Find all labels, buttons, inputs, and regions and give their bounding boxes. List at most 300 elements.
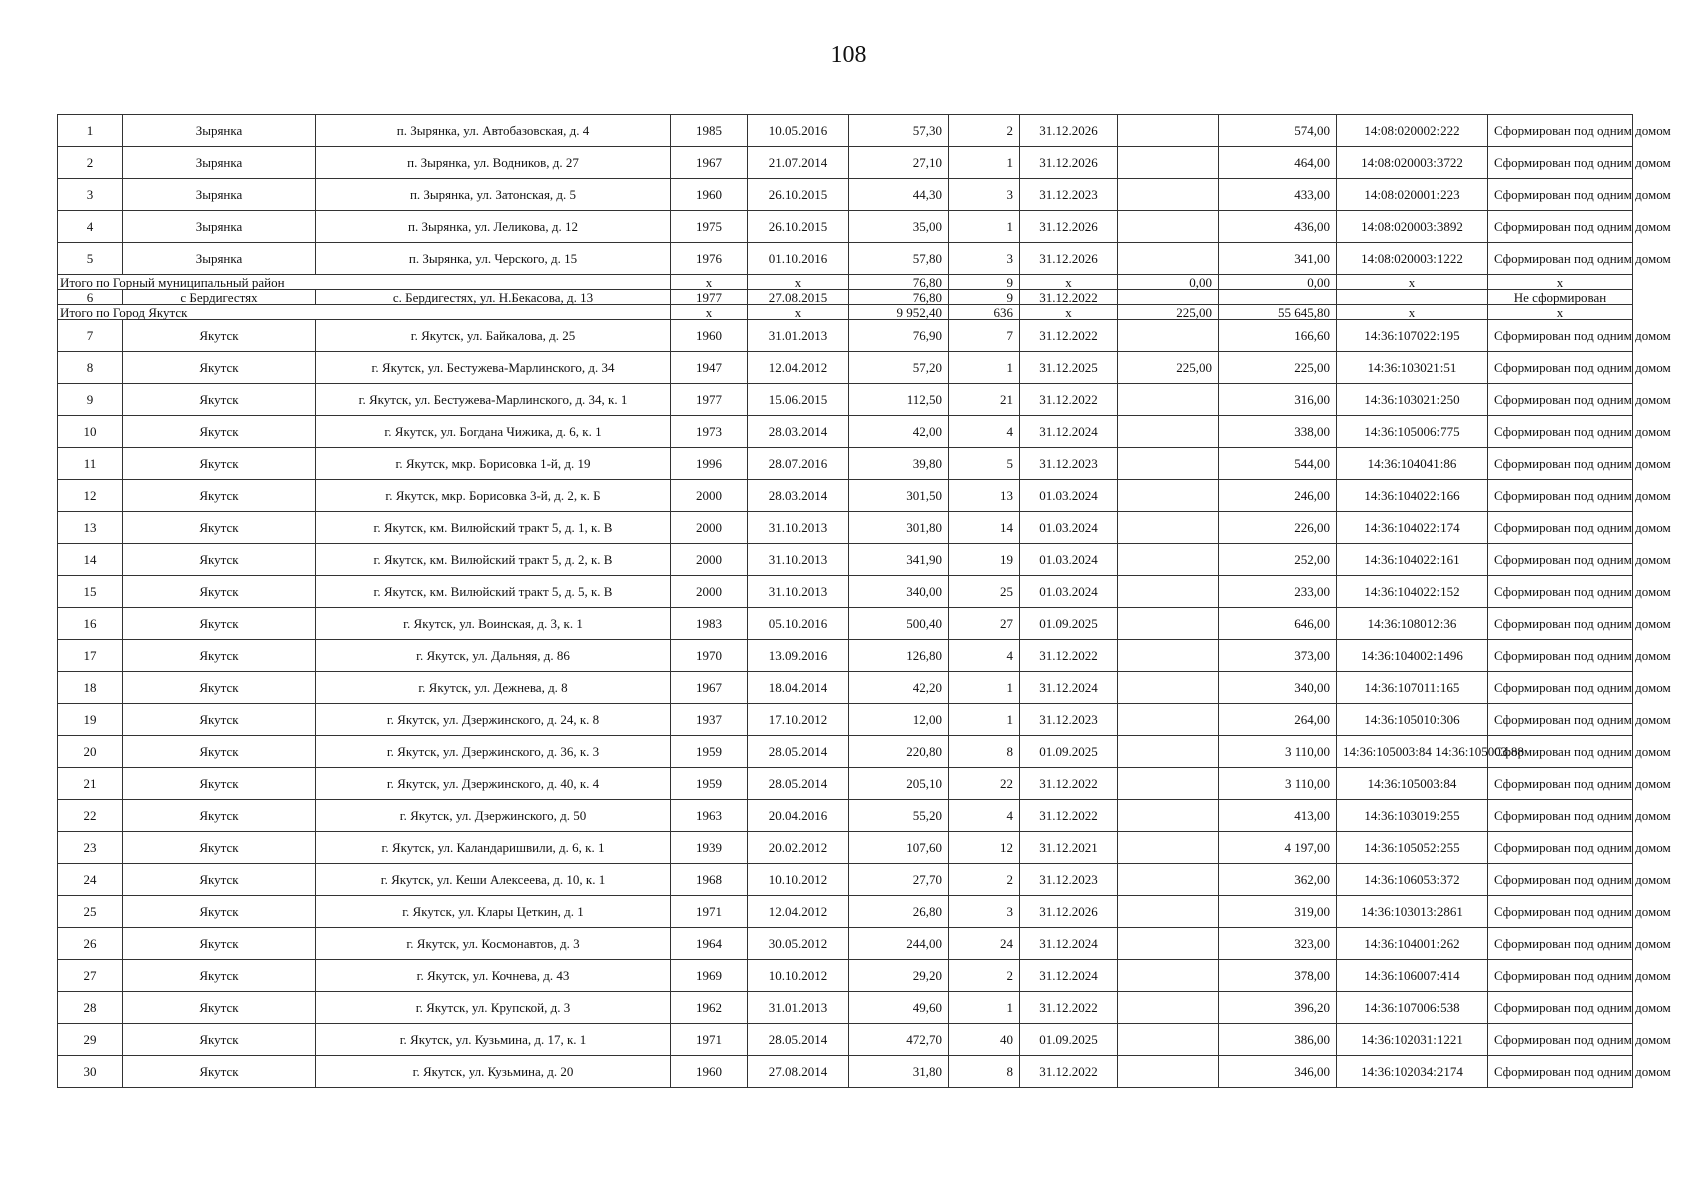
settlement-cell: с Бердигестях xyxy=(123,290,316,305)
deadline-cell: 01.09.2025 xyxy=(1020,608,1118,640)
land-area-cell: 316,00 xyxy=(1219,384,1337,416)
people-cell: 4 xyxy=(949,416,1020,448)
amount-cell xyxy=(1118,608,1219,640)
land-area-cell: 264,00 xyxy=(1219,704,1337,736)
land-status-cell: Сформирован под одним домом xyxy=(1488,1024,1633,1056)
address-cell: г. Якутск, ул. Дзержинского, д. 36, к. 3 xyxy=(316,736,671,768)
amount-cell xyxy=(1118,992,1219,1024)
deadline-cell: 31.12.2026 xyxy=(1020,896,1118,928)
date-cell: 13.09.2016 xyxy=(748,640,849,672)
amount-cell xyxy=(1118,704,1219,736)
settlement-cell: Якутск xyxy=(123,960,316,992)
people-cell: 3 xyxy=(949,179,1020,211)
cadastral-number-cell: 14:36:104001:262 xyxy=(1337,928,1488,960)
table-row xyxy=(58,864,1633,896)
land-area-cell: 252,00 xyxy=(1219,544,1337,576)
year-cell: 1996 xyxy=(671,448,748,480)
address-cell: п. Зырянка, ул. Затонская, д. 5 xyxy=(316,179,671,211)
row-number: 4 xyxy=(58,211,123,243)
people-cell: 8 xyxy=(949,736,1020,768)
date-cell: 31.10.2013 xyxy=(748,512,849,544)
year-cell: 1963 xyxy=(671,800,748,832)
date-cell: 20.04.2016 xyxy=(748,800,849,832)
year-cell: x xyxy=(671,305,748,320)
area-cell: 57,30 xyxy=(849,115,949,147)
deadline-cell: 31.12.2026 xyxy=(1020,211,1118,243)
date-cell: 28.03.2014 xyxy=(748,416,849,448)
land-status-cell: Сформирован под одним домом xyxy=(1488,608,1633,640)
cadastral-number-cell: 14:36:107011:165 xyxy=(1337,672,1488,704)
table-row xyxy=(58,736,1633,768)
table-row xyxy=(58,416,1633,448)
date-cell: 28.05.2014 xyxy=(748,736,849,768)
deadline-cell: 01.03.2024 xyxy=(1020,512,1118,544)
row-number: 17 xyxy=(58,640,123,672)
deadline-cell: 31.12.2021 xyxy=(1020,832,1118,864)
deadline-cell: 31.12.2024 xyxy=(1020,960,1118,992)
address-cell: г. Якутск, ул. Каландаришвили, д. 6, к. 1 xyxy=(316,832,671,864)
row-number: 29 xyxy=(58,1024,123,1056)
cadastral-number-cell: 14:08:020003:1222 xyxy=(1337,243,1488,275)
row-number: 24 xyxy=(58,864,123,896)
deadline-cell: x xyxy=(1020,275,1118,290)
people-cell: 1 xyxy=(949,211,1020,243)
address-cell: г. Якутск, ул. Воинская, д. 3, к. 1 xyxy=(316,608,671,640)
settlement-cell: Якутск xyxy=(123,864,316,896)
deadline-cell: 31.12.2026 xyxy=(1020,115,1118,147)
cadastral-number-cell: 14:36:104022:174 xyxy=(1337,512,1488,544)
settlement-cell: Зырянка xyxy=(123,147,316,179)
area-cell: 26,80 xyxy=(849,896,949,928)
amount-cell xyxy=(1118,1024,1219,1056)
row-number: 21 xyxy=(58,768,123,800)
land-status-cell: Сформирован под одним домом xyxy=(1488,576,1633,608)
date-cell: 31.01.2013 xyxy=(748,320,849,352)
year-cell: 1977 xyxy=(671,290,748,305)
date-cell: 10.10.2012 xyxy=(748,960,849,992)
table-row xyxy=(58,640,1633,672)
cadastral-number-cell: 14:36:107006:538 xyxy=(1337,992,1488,1024)
year-cell: 1962 xyxy=(671,992,748,1024)
deadline-cell: 31.12.2024 xyxy=(1020,928,1118,960)
settlement-cell: Зырянка xyxy=(123,243,316,275)
land-status-cell: x xyxy=(1488,305,1633,320)
cadastral-number-cell: 14:36:104022:166 xyxy=(1337,480,1488,512)
row-number: 7 xyxy=(58,320,123,352)
table-row xyxy=(58,832,1633,864)
land-status-cell: Сформирован под одним домом xyxy=(1488,768,1633,800)
cadastral-number-cell: 14:08:020003:3722 xyxy=(1337,147,1488,179)
amount-cell xyxy=(1118,290,1219,305)
date-cell: 30.05.2012 xyxy=(748,928,849,960)
deadline-cell: 31.12.2022 xyxy=(1020,992,1118,1024)
date-cell: 05.10.2016 xyxy=(748,608,849,640)
deadline-cell: 31.12.2024 xyxy=(1020,416,1118,448)
settlement-cell: Якутск xyxy=(123,768,316,800)
deadline-cell: x xyxy=(1020,305,1118,320)
land-status-cell: Сформирован под одним домом xyxy=(1488,672,1633,704)
year-cell: 1971 xyxy=(671,1024,748,1056)
cadastral-number-cell: 14:08:020003:3892 xyxy=(1337,211,1488,243)
date-cell: 27.08.2014 xyxy=(748,1056,849,1088)
row-number: 23 xyxy=(58,832,123,864)
land-status-cell: Сформирован под одним домом xyxy=(1488,179,1633,211)
people-cell: 1 xyxy=(949,352,1020,384)
year-cell: 1947 xyxy=(671,352,748,384)
row-number: 16 xyxy=(58,608,123,640)
row-number: 12 xyxy=(58,480,123,512)
land-status-cell: Сформирован под одним домом xyxy=(1488,448,1633,480)
table-row xyxy=(58,512,1633,544)
table-row xyxy=(58,1024,1633,1056)
year-cell: 1969 xyxy=(671,960,748,992)
people-cell: 1 xyxy=(949,992,1020,1024)
total-row xyxy=(58,275,1633,290)
land-status-cell: x xyxy=(1488,275,1633,290)
deadline-cell: 31.12.2022 xyxy=(1020,290,1118,305)
area-cell: 341,90 xyxy=(849,544,949,576)
deadline-cell: 01.09.2025 xyxy=(1020,1024,1118,1056)
land-status-cell: Сформирован под одним домом xyxy=(1488,416,1633,448)
people-cell: 3 xyxy=(949,243,1020,275)
address-cell: п. Зырянка, ул. Леликова, д. 12 xyxy=(316,211,671,243)
area-cell: 42,00 xyxy=(849,416,949,448)
year-cell: 2000 xyxy=(671,544,748,576)
date-cell: 28.03.2014 xyxy=(748,480,849,512)
year-cell: 1983 xyxy=(671,608,748,640)
year-cell: 1964 xyxy=(671,928,748,960)
year-cell: 1967 xyxy=(671,672,748,704)
area-cell: 472,70 xyxy=(849,1024,949,1056)
amount-cell xyxy=(1118,448,1219,480)
people-cell: 21 xyxy=(949,384,1020,416)
address-cell: г. Якутск, ул. Кузьмина, д. 17, к. 1 xyxy=(316,1024,671,1056)
date-cell: 26.10.2015 xyxy=(748,179,849,211)
area-cell: 29,20 xyxy=(849,960,949,992)
area-cell: 76,90 xyxy=(849,320,949,352)
year-cell: 1985 xyxy=(671,115,748,147)
deadline-cell: 31.12.2022 xyxy=(1020,800,1118,832)
settlement-cell: Зырянка xyxy=(123,179,316,211)
land-area-cell xyxy=(1219,290,1337,305)
year-cell: 1939 xyxy=(671,832,748,864)
land-area-cell: 544,00 xyxy=(1219,448,1337,480)
settlement-cell: Якутск xyxy=(123,384,316,416)
date-cell: 12.04.2012 xyxy=(748,352,849,384)
table-row xyxy=(58,576,1633,608)
cadastral-number-cell: 14:08:020001:223 xyxy=(1337,179,1488,211)
people-cell: 3 xyxy=(949,896,1020,928)
row-number: 15 xyxy=(58,576,123,608)
people-cell: 25 xyxy=(949,576,1020,608)
land-area-cell: 226,00 xyxy=(1219,512,1337,544)
people-cell: 2 xyxy=(949,960,1020,992)
people-cell: 636 xyxy=(949,305,1020,320)
table-row xyxy=(58,960,1633,992)
housing-registry-table xyxy=(57,114,1671,1088)
deadline-cell: 31.12.2024 xyxy=(1020,672,1118,704)
deadline-cell: 31.12.2023 xyxy=(1020,864,1118,896)
year-cell: 1975 xyxy=(671,211,748,243)
land-area-cell: 341,00 xyxy=(1219,243,1337,275)
settlement-cell: Якутск xyxy=(123,1056,316,1088)
date-cell: x xyxy=(748,275,849,290)
row-number: 5 xyxy=(58,243,123,275)
address-cell: г. Якутск, км. Вилюйский тракт 5, д. 5, к. В xyxy=(316,576,671,608)
land-status-cell: Сформирован под одним домом xyxy=(1488,384,1633,416)
people-cell: 9 xyxy=(949,290,1020,305)
land-area-cell: 433,00 xyxy=(1219,179,1337,211)
date-cell: 28.05.2014 xyxy=(748,768,849,800)
table-row xyxy=(58,115,1633,147)
people-cell: 2 xyxy=(949,115,1020,147)
deadline-cell: 01.03.2024 xyxy=(1020,576,1118,608)
cadastral-number-cell: 14:36:107022:195 xyxy=(1337,320,1488,352)
settlement-cell: Якутск xyxy=(123,480,316,512)
row-number: 19 xyxy=(58,704,123,736)
row-number: 13 xyxy=(58,512,123,544)
land-status-cell: Сформирован под одним домом xyxy=(1488,352,1633,384)
settlement-cell: Якутск xyxy=(123,352,316,384)
settlement-cell: Зырянка xyxy=(123,115,316,147)
cadastral-number-cell: 14:36:105006:775 xyxy=(1337,416,1488,448)
land-status-cell: Не сформирован xyxy=(1488,290,1633,305)
land-area-cell: 413,00 xyxy=(1219,800,1337,832)
land-area-cell: 3 110,00 xyxy=(1219,768,1337,800)
area-cell: 301,50 xyxy=(849,480,949,512)
area-cell: 244,00 xyxy=(849,928,949,960)
land-status-cell: Сформирован под одним домом xyxy=(1488,115,1633,147)
year-cell: 2000 xyxy=(671,480,748,512)
row-number: 28 xyxy=(58,992,123,1024)
deadline-cell: 31.12.2022 xyxy=(1020,768,1118,800)
deadline-cell: 31.12.2022 xyxy=(1020,640,1118,672)
row-number: 2 xyxy=(58,147,123,179)
settlement-cell: Якутск xyxy=(123,640,316,672)
table-row xyxy=(58,320,1633,352)
amount-cell xyxy=(1118,179,1219,211)
people-cell: 9 xyxy=(949,275,1020,290)
year-cell: 1973 xyxy=(671,416,748,448)
people-cell: 19 xyxy=(949,544,1020,576)
land-area-cell: 55 645,80 xyxy=(1219,305,1337,320)
area-cell: 220,80 xyxy=(849,736,949,768)
table-row xyxy=(58,290,1633,305)
address-cell: г. Якутск, ул. Дзержинского, д. 50 xyxy=(316,800,671,832)
area-cell: 205,10 xyxy=(849,768,949,800)
cadastral-number-cell: 14:36:105010:306 xyxy=(1337,704,1488,736)
row-number: 3 xyxy=(58,179,123,211)
land-area-cell: 233,00 xyxy=(1219,576,1337,608)
year-cell: 1967 xyxy=(671,147,748,179)
year-cell: 1970 xyxy=(671,640,748,672)
people-cell: 5 xyxy=(949,448,1020,480)
people-cell: 22 xyxy=(949,768,1020,800)
amount-cell xyxy=(1118,416,1219,448)
row-number: 6 xyxy=(58,290,123,305)
table-row xyxy=(58,768,1633,800)
settlement-cell: Якутск xyxy=(123,1024,316,1056)
cadastral-number-cell: 14:36:105003:84 xyxy=(1337,768,1488,800)
year-cell: 1976 xyxy=(671,243,748,275)
table-row xyxy=(58,179,1633,211)
year-cell: 2000 xyxy=(671,512,748,544)
land-status-cell: Сформирован под одним домом xyxy=(1488,832,1633,864)
area-cell: 76,80 xyxy=(849,275,949,290)
row-number: 20 xyxy=(58,736,123,768)
date-cell: 15.06.2015 xyxy=(748,384,849,416)
row-number: 22 xyxy=(58,800,123,832)
row-number: 27 xyxy=(58,960,123,992)
amount-cell xyxy=(1118,960,1219,992)
row-number: 11 xyxy=(58,448,123,480)
land-area-cell: 246,00 xyxy=(1219,480,1337,512)
table-row xyxy=(58,211,1633,243)
date-cell: 10.10.2012 xyxy=(748,864,849,896)
total-label: Итого по Горный муниципальный район xyxy=(58,275,671,290)
land-area-cell: 0,00 xyxy=(1219,275,1337,290)
settlement-cell: Якутск xyxy=(123,928,316,960)
row-number: 8 xyxy=(58,352,123,384)
row-number: 9 xyxy=(58,384,123,416)
amount-cell: 225,00 xyxy=(1118,352,1219,384)
cadastral-number-cell: 14:36:105052:255 xyxy=(1337,832,1488,864)
land-area-cell: 362,00 xyxy=(1219,864,1337,896)
address-cell: г. Якутск, ул. Космонавтов, д. 3 xyxy=(316,928,671,960)
year-cell: 1959 xyxy=(671,768,748,800)
land-status-cell: Сформирован под одним домом xyxy=(1488,640,1633,672)
people-cell: 2 xyxy=(949,864,1020,896)
year-cell: 1960 xyxy=(671,320,748,352)
people-cell: 1 xyxy=(949,672,1020,704)
address-cell: г. Якутск, ул. Крупской, д. 3 xyxy=(316,992,671,1024)
table-row xyxy=(58,448,1633,480)
cadastral-number-cell xyxy=(1337,290,1488,305)
date-cell: 31.10.2013 xyxy=(748,544,849,576)
address-cell: п. Зырянка, ул. Водников, д. 27 xyxy=(316,147,671,179)
address-cell: с. Бердигестях, ул. Н.Бекасова, д. 13 xyxy=(316,290,671,305)
row-number: 1 xyxy=(58,115,123,147)
total-label: Итого по Город Якутск xyxy=(58,305,671,320)
land-status-cell: Сформирован под одним домом xyxy=(1488,320,1633,352)
land-area-cell: 373,00 xyxy=(1219,640,1337,672)
deadline-cell: 31.12.2026 xyxy=(1020,243,1118,275)
address-cell: п. Зырянка, ул. Черского, д. 15 xyxy=(316,243,671,275)
area-cell: 39,80 xyxy=(849,448,949,480)
deadline-cell: 31.12.2023 xyxy=(1020,448,1118,480)
table-row xyxy=(58,928,1633,960)
amount-cell xyxy=(1118,768,1219,800)
amount-cell xyxy=(1118,243,1219,275)
deadline-cell: 31.12.2026 xyxy=(1020,147,1118,179)
land-status-cell: Сформирован под одним домом xyxy=(1488,1056,1633,1088)
address-cell: г. Якутск, км. Вилюйский тракт 5, д. 1, к. В xyxy=(316,512,671,544)
amount-cell xyxy=(1118,832,1219,864)
cadastral-number-cell: 14:36:108012:36 xyxy=(1337,608,1488,640)
address-cell: г. Якутск, ул. Байкалова, д. 25 xyxy=(316,320,671,352)
amount-cell xyxy=(1118,736,1219,768)
area-cell: 112,50 xyxy=(849,384,949,416)
address-cell: г. Якутск, мкр. Борисовка 3-й, д. 2, к. Б xyxy=(316,480,671,512)
amount-cell xyxy=(1118,800,1219,832)
people-cell: 14 xyxy=(949,512,1020,544)
amount-cell xyxy=(1118,672,1219,704)
amount-cell xyxy=(1118,384,1219,416)
total-row xyxy=(58,305,1633,320)
cadastral-number-cell: 14:36:103019:255 xyxy=(1337,800,1488,832)
row-number: 26 xyxy=(58,928,123,960)
deadline-cell: 31.12.2022 xyxy=(1020,320,1118,352)
cadastral-number-cell: 14:36:103013:2861 xyxy=(1337,896,1488,928)
land-area-cell: 646,00 xyxy=(1219,608,1337,640)
date-cell: 28.07.2016 xyxy=(748,448,849,480)
people-cell: 13 xyxy=(949,480,1020,512)
area-cell: 27,70 xyxy=(849,864,949,896)
address-cell: г. Якутск, мкр. Борисовка 1-й, д. 19 xyxy=(316,448,671,480)
land-area-cell: 378,00 xyxy=(1219,960,1337,992)
area-cell: 107,60 xyxy=(849,832,949,864)
page-number: 108 xyxy=(830,42,867,68)
land-status-cell: Сформирован под одним домом xyxy=(1488,512,1633,544)
date-cell: 31.01.2013 xyxy=(748,992,849,1024)
land-area-cell: 436,00 xyxy=(1219,211,1337,243)
area-cell: 42,20 xyxy=(849,672,949,704)
year-cell: 1977 xyxy=(671,384,748,416)
area-cell: 301,80 xyxy=(849,512,949,544)
amount-cell: 0,00 xyxy=(1118,275,1219,290)
deadline-cell: 01.09.2025 xyxy=(1020,736,1118,768)
deadline-cell: 31.12.2022 xyxy=(1020,384,1118,416)
date-cell: 27.08.2015 xyxy=(748,290,849,305)
date-cell: 20.02.2012 xyxy=(748,832,849,864)
land-status-cell: Сформирован под одним домом xyxy=(1488,928,1633,960)
address-cell: г. Якутск, ул. Бестужева-Марлинского, д. 34 xyxy=(316,352,671,384)
land-area-cell: 464,00 xyxy=(1219,147,1337,179)
table-row xyxy=(58,147,1633,179)
cadastral-number-cell: x xyxy=(1337,305,1488,320)
table-row xyxy=(58,243,1633,275)
table-row xyxy=(58,992,1633,1024)
amount-cell xyxy=(1118,512,1219,544)
people-cell: 1 xyxy=(949,704,1020,736)
address-cell: г. Якутск, ул. Богдана Чижика, д. 6, к. 1 xyxy=(316,416,671,448)
land-area-cell: 340,00 xyxy=(1219,672,1337,704)
cadastral-number-cell: 14:36:102031:1221 xyxy=(1337,1024,1488,1056)
year-cell: 1960 xyxy=(671,1056,748,1088)
table-row xyxy=(58,704,1633,736)
land-status-cell: Сформирован под одним домом xyxy=(1488,736,1633,768)
land-area-cell: 319,00 xyxy=(1219,896,1337,928)
cadastral-number-cell: 14:08:020002:222 xyxy=(1337,115,1488,147)
date-cell: x xyxy=(748,305,849,320)
table-row xyxy=(58,352,1633,384)
amount-cell xyxy=(1118,1056,1219,1088)
amount-cell xyxy=(1118,115,1219,147)
settlement-cell: Якутск xyxy=(123,576,316,608)
table-row xyxy=(58,544,1633,576)
address-cell: г. Якутск, ул. Кузьмина, д. 20 xyxy=(316,1056,671,1088)
people-cell: 1 xyxy=(949,147,1020,179)
land-area-cell: 166,60 xyxy=(1219,320,1337,352)
amount-cell xyxy=(1118,480,1219,512)
date-cell: 12.04.2012 xyxy=(748,896,849,928)
cadastral-number-cell: 14:36:104022:161 xyxy=(1337,544,1488,576)
land-area-cell: 4 197,00 xyxy=(1219,832,1337,864)
land-status-cell: Сформирован под одним домом xyxy=(1488,704,1633,736)
address-cell: г. Якутск, ул. Кочнева, д. 43 xyxy=(316,960,671,992)
area-cell: 31,80 xyxy=(849,1056,949,1088)
people-cell: 4 xyxy=(949,800,1020,832)
